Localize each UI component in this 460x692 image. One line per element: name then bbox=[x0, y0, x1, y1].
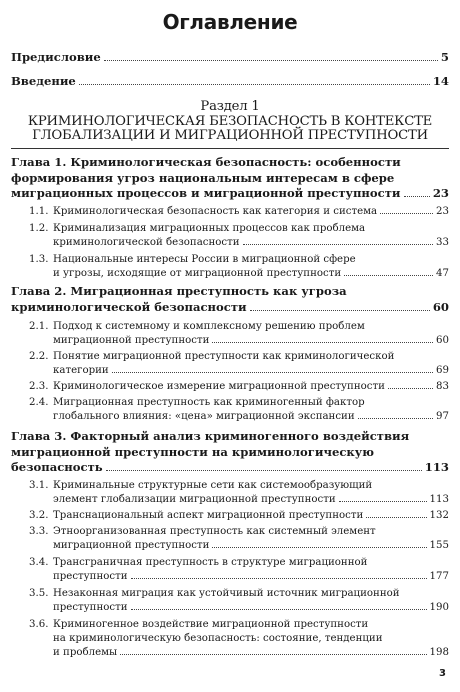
page-number: 3 bbox=[439, 668, 446, 679]
chapter-title-line: Глава 2. Миграционная преступность как угроза bbox=[11, 284, 347, 298]
entry-page: 190 bbox=[429, 602, 449, 614]
toc-subsection-1-2[interactable] bbox=[29, 222, 449, 250]
section-title-line: ГЛОБАЛИЗАЦИИ И МИГРАЦИОННОЙ ПРЕСТУПНОСТИ bbox=[32, 128, 428, 143]
subsection-title-line: Понятие миграционной преступности как криминологической bbox=[53, 351, 395, 362]
leader-dots bbox=[212, 342, 433, 343]
entry-page: 198 bbox=[429, 647, 449, 659]
entry-page: 23 bbox=[436, 206, 449, 217]
subsection-title-line: и проблемы bbox=[53, 647, 118, 659]
subsection-title-line: миграционной преступности bbox=[53, 335, 210, 347]
subsection-title-line: Миграционная преступность как криминогенный фактор bbox=[53, 397, 365, 408]
subsection-title-line: Криминологическая безопасность как категория и система bbox=[53, 206, 378, 217]
subsection-title-line: миграционной преступности bbox=[53, 540, 210, 552]
toc-subsection-1-1[interactable] bbox=[29, 205, 449, 219]
leader-dots bbox=[106, 470, 422, 471]
leader-dots bbox=[120, 654, 426, 655]
toc-subsection-3-5[interactable] bbox=[29, 587, 449, 615]
leader-dots bbox=[388, 388, 433, 389]
toc-subsection-3-1[interactable] bbox=[29, 479, 449, 507]
subsection-number: 3.6. bbox=[29, 619, 49, 630]
chapter-title-line: Глава 3. Факторный анализ криминогенного воздействия bbox=[11, 429, 410, 443]
subsection-title-line: глобального влияния: «цена» миграционной экспансии bbox=[53, 411, 355, 423]
subsection-title-line: Незаконная миграция как устойчивый источник миграционной bbox=[53, 588, 400, 599]
chapter-title-line: миграционной преступности на криминологическую bbox=[11, 444, 375, 459]
subsection-title-line: Подход к системному и комплексному решению проблем bbox=[53, 321, 365, 332]
subsection-number: 3.1. bbox=[29, 480, 49, 491]
entry-page: 60 bbox=[432, 299, 449, 314]
entry-page: 177 bbox=[429, 571, 449, 583]
subsection-number: 2.2. bbox=[29, 351, 49, 362]
section-heading bbox=[0, 100, 460, 144]
toc-chapter-1[interactable] bbox=[11, 155, 449, 202]
subsection-title-line: Этноорганизованная преступность как системный элемент bbox=[53, 526, 376, 537]
subsection-title-line: и угрозы, исходящие от миграционной преступности bbox=[53, 268, 342, 280]
leader-dots bbox=[112, 372, 433, 373]
entry-page: 33 bbox=[436, 237, 449, 249]
toc-subsection-2-4[interactable] bbox=[29, 396, 449, 424]
subsection-number: 3.2. bbox=[29, 510, 49, 521]
subsection-title-line: категории bbox=[53, 365, 109, 377]
leader-dots bbox=[339, 501, 427, 502]
leader-dots bbox=[79, 84, 430, 85]
toc-subsection-2-3[interactable] bbox=[29, 380, 449, 394]
section-title-line: КРИМИНОЛОГИЧЕСКАЯ БЕЗОПАСНОСТЬ В КОНТЕКСТЕ bbox=[27, 113, 433, 129]
leader-dots bbox=[131, 609, 427, 610]
entry-page: 69 bbox=[436, 365, 449, 377]
leader-dots bbox=[366, 517, 426, 518]
entry-page: 23 bbox=[432, 186, 449, 200]
toc-subsection-3-6[interactable] bbox=[29, 618, 449, 661]
subsection-number: 1.1. bbox=[29, 206, 49, 217]
entry-page: 155 bbox=[429, 540, 449, 552]
subsection-title-line: преступности bbox=[53, 602, 128, 614]
subsection-title-line: Криминогенное воздействие миграционной преступности bbox=[53, 619, 369, 630]
toc-subsection-2-2[interactable] bbox=[29, 350, 449, 378]
subsection-number: 1.2. bbox=[29, 223, 49, 234]
chapter-title-line: миграционных процессов и миграционной преступности bbox=[11, 186, 401, 200]
entry-page: 14 bbox=[432, 74, 449, 88]
leader-dots bbox=[243, 244, 434, 245]
toc-entry-preface[interactable] bbox=[11, 50, 449, 66]
toc-subsection-3-3[interactable] bbox=[29, 525, 449, 553]
subsection-title-line: преступности bbox=[53, 571, 128, 583]
section-label: Раздел 1 bbox=[200, 99, 260, 114]
subsection-title-line: на криминологическую безопасность: состояние, тенденции bbox=[53, 633, 383, 645]
subsection-title-line: Криминализация миграционных процессов как проблема bbox=[53, 223, 366, 234]
subsection-title-line: криминологической безопасности bbox=[53, 237, 240, 249]
chapter-title-line: криминологической безопасности bbox=[11, 299, 247, 314]
subsection-title-line: Криминальные структурные сети как системообразующий bbox=[53, 480, 373, 491]
entry-page: 60 bbox=[436, 335, 449, 347]
section-divider bbox=[11, 148, 449, 149]
toc-entry-introduction[interactable] bbox=[11, 74, 449, 90]
entry-page: 5 bbox=[440, 50, 449, 64]
leader-dots bbox=[104, 60, 438, 61]
entry-label: Предисловие bbox=[11, 50, 101, 64]
toc-subsection-1-3[interactable] bbox=[29, 253, 449, 281]
leader-dots bbox=[404, 196, 430, 197]
entry-page: 113 bbox=[429, 494, 449, 506]
leader-dots bbox=[250, 310, 430, 311]
leader-dots bbox=[344, 275, 433, 276]
entry-page: 97 bbox=[436, 411, 449, 423]
entry-page: 83 bbox=[436, 381, 449, 392]
subsection-number: 2.4. bbox=[29, 397, 49, 408]
subsection-number: 3.5. bbox=[29, 588, 49, 599]
entry-page: 113 bbox=[424, 460, 449, 474]
toc-subsection-3-4[interactable] bbox=[29, 556, 449, 584]
subsection-number: 3.4. bbox=[29, 557, 49, 568]
subsection-number: 2.1. bbox=[29, 321, 49, 332]
leader-dots bbox=[358, 418, 433, 419]
subsection-title-line: Трансграничная преступность в структуре миграционной bbox=[53, 557, 368, 568]
toc-subsection-3-2[interactable] bbox=[29, 509, 449, 523]
chapter-title-line: Глава 1. Криминологическая безопасность: особенности bbox=[11, 155, 401, 169]
subsection-title-line: Транснациональный аспект миграционной преступности bbox=[53, 510, 364, 521]
chapter-title-line: безопасность bbox=[11, 460, 103, 474]
subsection-number: 1.3. bbox=[29, 254, 49, 265]
subsection-number: 2.3. bbox=[29, 381, 49, 392]
subsection-number: 3.3. bbox=[29, 526, 49, 537]
leader-dots bbox=[212, 547, 426, 548]
toc-title: Оглавление bbox=[162, 10, 298, 34]
toc-subsection-2-1[interactable] bbox=[29, 320, 449, 348]
leader-dots bbox=[380, 213, 433, 214]
chapter-title-line: формирования угроз национальным интересам в сфере bbox=[11, 170, 395, 185]
subsection-title-line: Криминологическое измерение миграционной преступности bbox=[53, 381, 385, 392]
toc-chapter-3[interactable] bbox=[11, 429, 449, 476]
toc-chapter-2[interactable] bbox=[11, 284, 449, 315]
subsection-title-line: элемент глобализации миграционной преступности bbox=[53, 494, 336, 506]
subsection-title-line: Национальные интересы России в миграционной сфере bbox=[53, 254, 356, 265]
entry-label: Введение bbox=[11, 74, 76, 88]
leader-dots bbox=[131, 578, 427, 579]
entry-page: 132 bbox=[429, 510, 449, 521]
entry-page: 47 bbox=[436, 268, 449, 280]
